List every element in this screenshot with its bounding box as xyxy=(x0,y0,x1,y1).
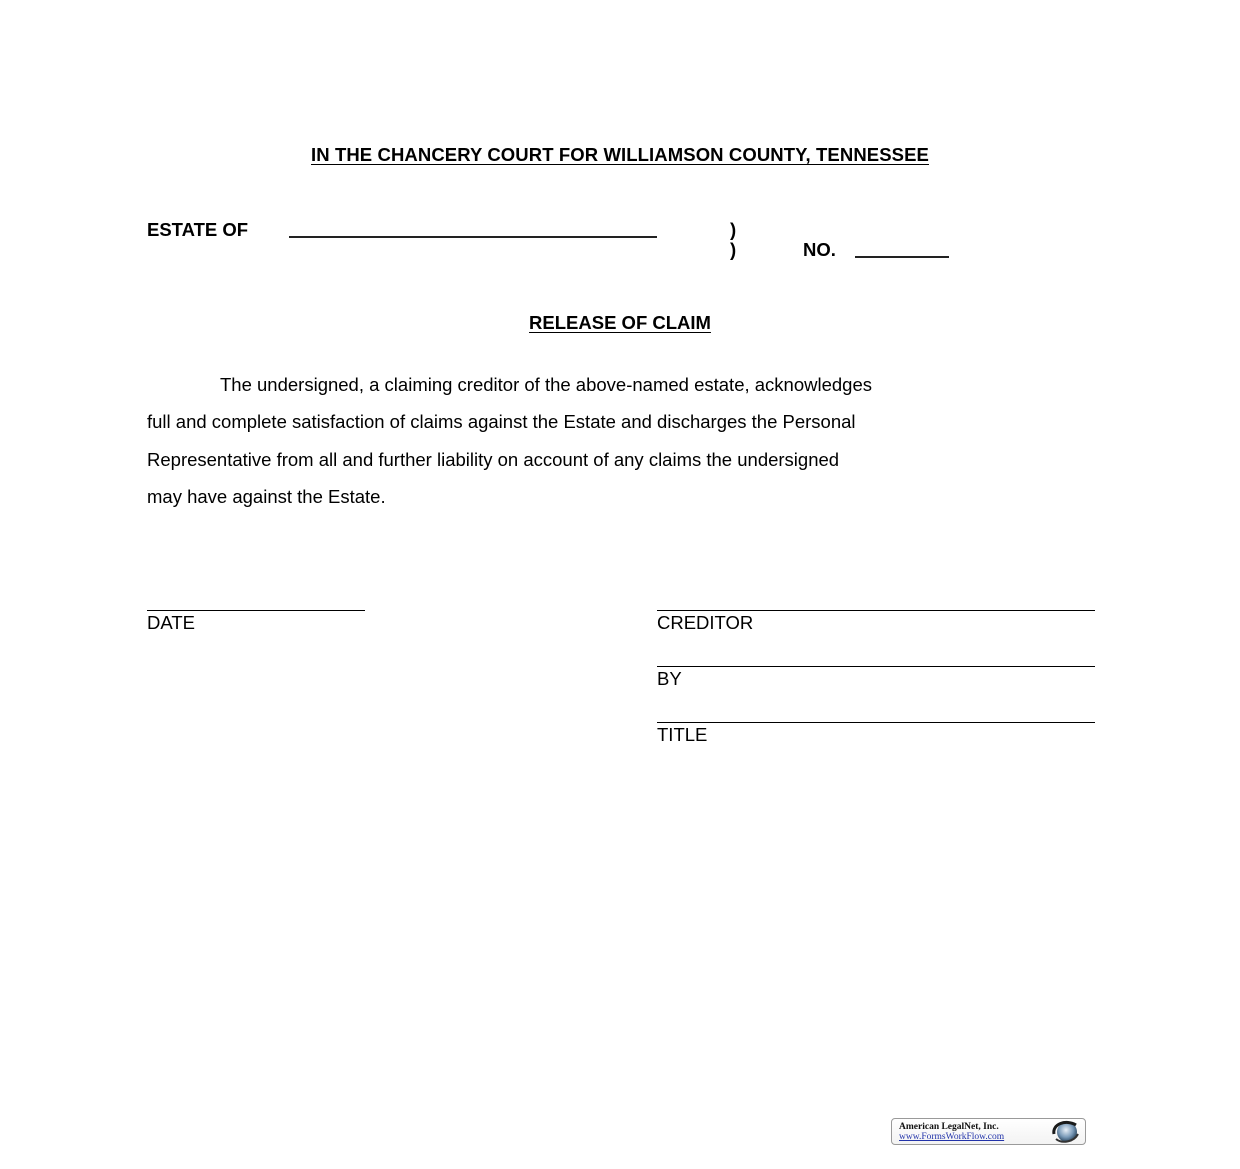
case-number-label: NO. xyxy=(803,239,836,260)
by-signature-line[interactable] xyxy=(657,666,1095,667)
court-title: IN THE CHANCERY COURT FOR WILLIAMSON COUNTY, TENNESSEE xyxy=(311,144,929,165)
title-signature-line[interactable] xyxy=(657,722,1095,723)
estate-name-blank-line[interactable] xyxy=(289,236,657,238)
release-body-paragraph xyxy=(147,366,1082,515)
globe-swoosh-icon xyxy=(1048,1120,1082,1144)
footer-url-link[interactable]: www.FormsWorkFlow.com xyxy=(899,1132,1005,1142)
document-title: RELEASE OF CLAIM xyxy=(529,312,711,333)
creditor-signature-line[interactable] xyxy=(657,610,1095,611)
caption-bracket: ) xyxy=(730,239,737,260)
body-line: The undersigned, a claiming creditor of the above-named estate, acknowledges xyxy=(220,374,872,395)
by-label: BY xyxy=(657,668,682,689)
footer-company-name: American LegalNet, Inc. xyxy=(899,1122,999,1132)
date-signature-line[interactable] xyxy=(147,610,365,611)
body-line: Representative from all and further liability on account of any claims the undersigned xyxy=(147,448,840,470)
case-number-blank-line[interactable] xyxy=(855,256,949,258)
body-line: may have against the Estate. xyxy=(147,485,386,507)
creditor-label: CREDITOR xyxy=(657,612,754,633)
title-label: TITLE xyxy=(657,724,708,745)
date-label: DATE xyxy=(147,612,195,633)
caption-bracket: ) xyxy=(730,219,737,240)
estate-of-label: ESTATE OF xyxy=(147,219,249,240)
american-legalnet-badge[interactable] xyxy=(891,1118,1086,1145)
body-line: full and complete satisfaction of claims against the Estate and discharges the Personal xyxy=(147,411,856,433)
